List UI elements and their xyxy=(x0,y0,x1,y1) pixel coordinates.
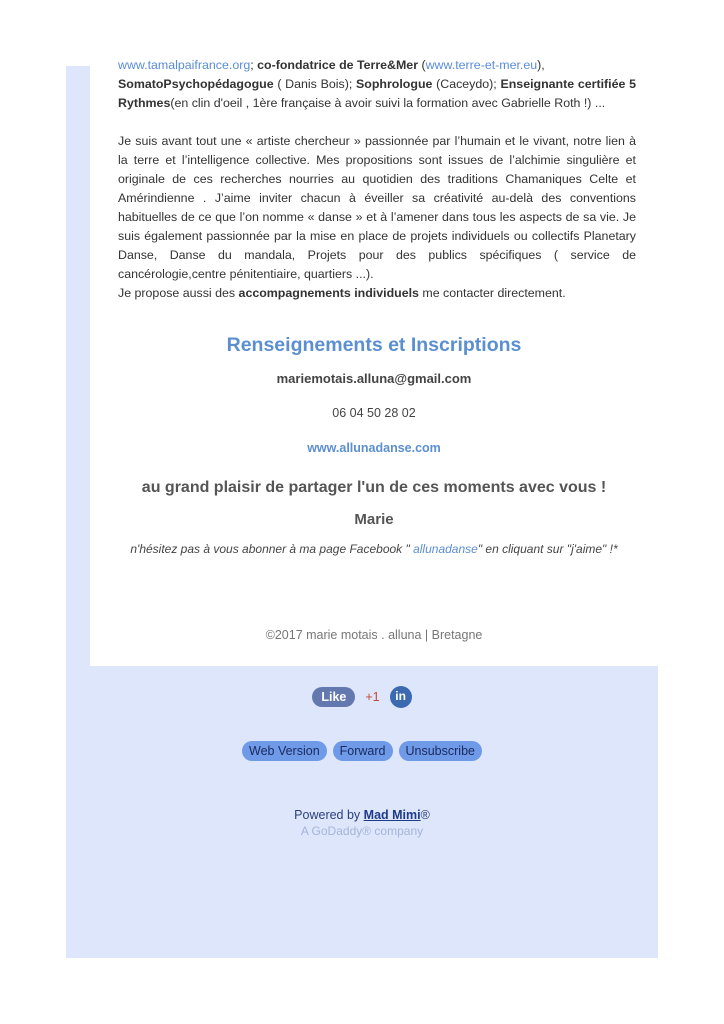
credential-somato: SomatoPsychopédagogue xyxy=(118,77,274,91)
facebook-note-text: n'hésitez pas à vous abonner à ma page Facebook " xyxy=(130,542,414,556)
facebook-page-link[interactable]: allunadanse xyxy=(413,542,478,556)
social-share-bar xyxy=(0,686,724,708)
linkedin-icon[interactable]: in xyxy=(390,686,412,708)
unsubscribe-button[interactable]: Unsubscribe xyxy=(399,741,482,761)
paragraph-text: Je propose aussi des xyxy=(118,286,239,300)
facebook-note xyxy=(90,542,658,556)
terre-et-mer-link[interactable]: www.terre-et-mer.eu xyxy=(425,58,538,72)
signature: Marie xyxy=(354,511,394,528)
copyright: ©2017 marie motais . alluna | Bretagne xyxy=(265,628,483,642)
forward-button[interactable]: Forward xyxy=(333,741,393,761)
credential-sophrologue: Sophrologue xyxy=(356,77,433,91)
bio-section xyxy=(118,58,637,303)
mad-mimi-link[interactable]: Mad Mimi xyxy=(363,808,421,822)
facebook-like-button[interactable]: Like xyxy=(312,687,355,707)
paren-close: ), xyxy=(537,58,545,72)
footer-links xyxy=(0,741,724,761)
paragraph-text: me contacter directement. xyxy=(418,286,566,300)
godaddy-note: A GoDaddy® company xyxy=(300,824,424,838)
separator-text: ; xyxy=(250,58,254,72)
closing-message: au grand plaisir de partager l'un de ces moments avec vous ! xyxy=(141,479,607,496)
registered-mark: ® xyxy=(420,808,430,822)
facebook-note-text: " en cliquant sur "j'aime" !* xyxy=(477,542,618,556)
contact-phone: 06 04 50 28 02 xyxy=(332,406,416,420)
powered-by-text: Powered by xyxy=(294,808,364,822)
bio-line-partial xyxy=(118,56,636,75)
bio-paragraph-accompagnement xyxy=(118,284,636,303)
paren-open: ( xyxy=(418,58,426,72)
credential-5-rythmes: Enseignante certifiée 5 Rythmes xyxy=(118,77,637,110)
powered-by xyxy=(0,808,724,822)
web-version-button[interactable]: Web Version xyxy=(242,741,327,761)
cofounder-text: co-fondatrice de Terre&Mer xyxy=(257,58,419,72)
contact-email[interactable]: mariemotais.alluna@gmail.com xyxy=(276,371,472,386)
tamalpa-link[interactable]: www.tamalpaifrance.org xyxy=(118,58,251,72)
credential-text: ( Danis Bois); xyxy=(273,77,356,91)
credential-text: (Caceydo); xyxy=(432,77,501,91)
bio-credentials xyxy=(118,75,636,113)
bio-paragraph: Je suis avant tout une « artiste chercheur » passionnée par l’humain et le vivant, notre lien à la terre et l’intelligence collective. Mes propositions sont issues de l’alchimie singulière et originale de ces recherches nourries au quotidien des traditions Chamaniques Celte et Amérindienne . J’aime inviter chacun à éveiller sa créativité au-delà des conventions habituelles de ce que l’on nomme « danse » et à l’amener dans tous les aspects de sa vie. Je suis également passionnée par la mise en place de projets individuels ou collectifs Planetary Danse, Danse du mandala, Projets pour des publics spécifiques ( service de cancérologie,centre pénitentiaire, quartiers ...). xyxy=(118,134,636,281)
contact-heading: Renseignements et Inscriptions xyxy=(226,334,522,356)
google-plus-one-button[interactable]: +1 xyxy=(365,690,380,704)
website-link[interactable]: www.allunadanse.com xyxy=(307,441,441,455)
accompagnements-bold: accompagnements individuels xyxy=(238,286,419,300)
credential-text: (en clin d'oeil , 1ère française à avoir suivi la formation avec Gabrielle Roth !) ... xyxy=(170,96,606,110)
